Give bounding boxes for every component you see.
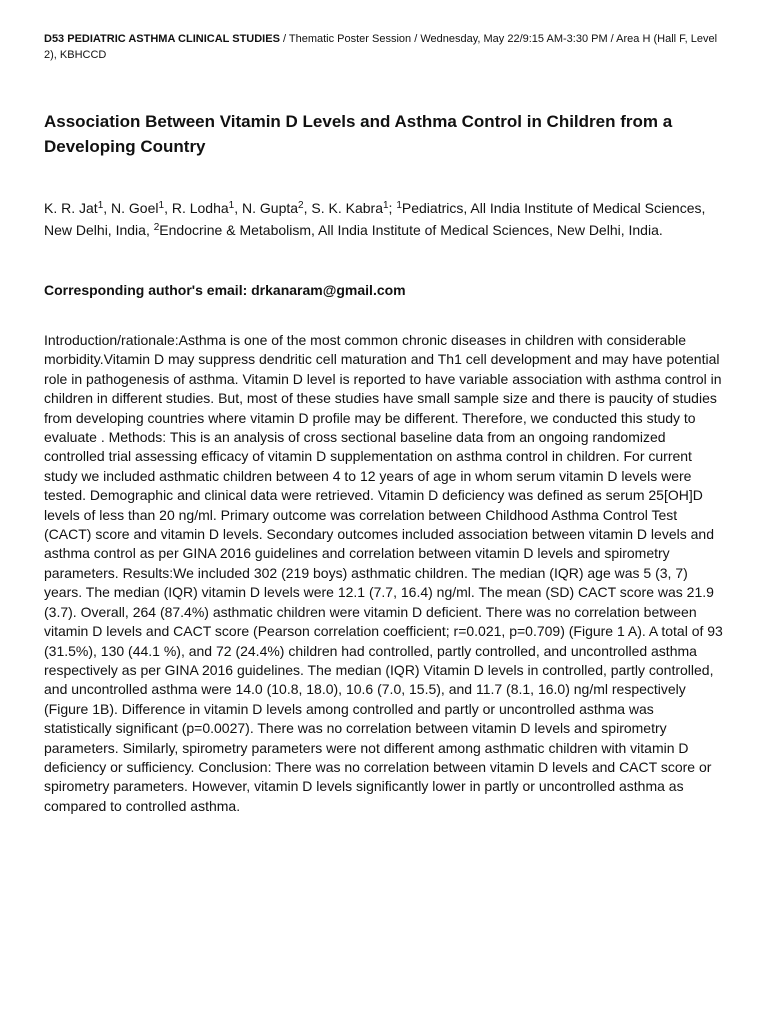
author-separator: ; — [388, 200, 397, 216]
session-header — [44, 31, 724, 63]
affiliation-text: Pediatrics, All India Institute of Medical Sciences, New Delhi, India, — [44, 200, 706, 238]
author-name: , N. Gupta — [234, 200, 299, 216]
session-code: D53 PEDIATRIC ASTHMA CLINICAL STUDIES — [44, 33, 280, 45]
abstract-body: Introduction/rationale:Asthma is one of the most common chronic diseases in children with considerable morbidity.Vitamin D may suppress dendritic cell maturation and Th1 cell development and may have potential role in pathogenesis of asthma. Vitamin D level is reported to have variable association with asthma control in children in different studies. But, most of these studies have small sample size and there is paucity of studies from developing countries where vitamin D profile may be different. Therefore, we conducted this study to evaluate . Methods: This is an analysis of cross sectional baseline data from an ongoing randomized controlled trial assessing efficacy of vitamin D supplementation on asthma control in children. For current study we included asthmatic children between 4 to 12 years of age in whom serum vitamin D levels were tested. Demographic and clinical data were retrieved. Vitamin D deficiency was defined as serum 25[OH]D levels of less than 20 ng/ml. Primary outcome was correlation between Childhood Asthma Control Test (CACT) score and vitamin D levels. Secondary outcomes included association between vitamin D levels and asthma control as per GINA 2016 guidelines and correlation between vitamin D levels and spirometry parameters. Results:We included 302 (219 boys) asthmatic children. The median (IQR) age was 5 (3, 7) years. The median (IQR) vitamin D levels were 12.1 (7.7, 16.4) ng/ml. The mean (SD) CACT score was 21.9 (3.7). Overall, 264 (87.4%) asthmatic children were vitamin D deficient. There was no correlation between vitamin D levels and CACT score (Pearson correlation coefficient; r=0.021, p=0.709) (Figure 1 A). A total of 93 (31.5%), 130 (44.1 %), and 72 (24.4%) children had controlled, partly controlled, and uncontrolled asthma respectively as per GINA 2016 guidelines. The median (IQR) Vitamin D levels in controlled, partly controlled, and uncontrolled asthma were 14.0 (10.8, 18.0), 10.6 (7.0, 15.5), and 11.7 (8.1, 16.0) ng/ml respectively (Figure 1B). Difference in vitamin D levels among controlled and partly or uncontrolled asthma was statistically significant (p=0.0027). There was no correlation between vitamin D levels and spirometry parameters. Similarly, spirometry parameters were not different among asthmatic children with vitamin D deficiency or sufficiency. Conclusion: There was no correlation between vitamin D levels and CACT score or spirometry parameters. However, vitamin D levels significantly lower in partly or uncontrolled asthma as compared to controlled asthma. — [44, 332, 723, 814]
author-list — [44, 198, 724, 241]
affiliation-marker: 1 — [396, 200, 402, 211]
author-affiliation-marker: 1 — [382, 200, 389, 211]
author-name: , S. K. Kabra — [303, 200, 383, 216]
session-details: / Thematic Poster Session / Wednesday, May 22/9:15 AM-3:30 PM / Area H (Hall F, Level 2), KBHCCD — [44, 33, 718, 61]
author-name: , R. Lodha — [164, 200, 229, 216]
author-affiliation-marker: 1 — [228, 200, 235, 211]
author-affiliation-marker: 2 — [298, 200, 304, 211]
affiliation-marker: 2 — [153, 221, 160, 233]
corresponding-email: Corresponding author's email: drkanaram@gmail.com — [44, 282, 406, 298]
author-name: , N. Goel — [103, 200, 159, 216]
author-affiliation-marker: 1 — [158, 200, 165, 211]
author-affiliation-marker: 1 — [97, 200, 104, 211]
affiliation-text: Endocrine & Metabolism, All India Institute of Medical Sciences, New Delhi, India. — [159, 221, 663, 238]
author-name: K. R. Jat — [44, 200, 98, 216]
abstract-title: Association Between Vitamin D Levels and Asthma Control in Children from a Developing Country — [44, 112, 673, 156]
